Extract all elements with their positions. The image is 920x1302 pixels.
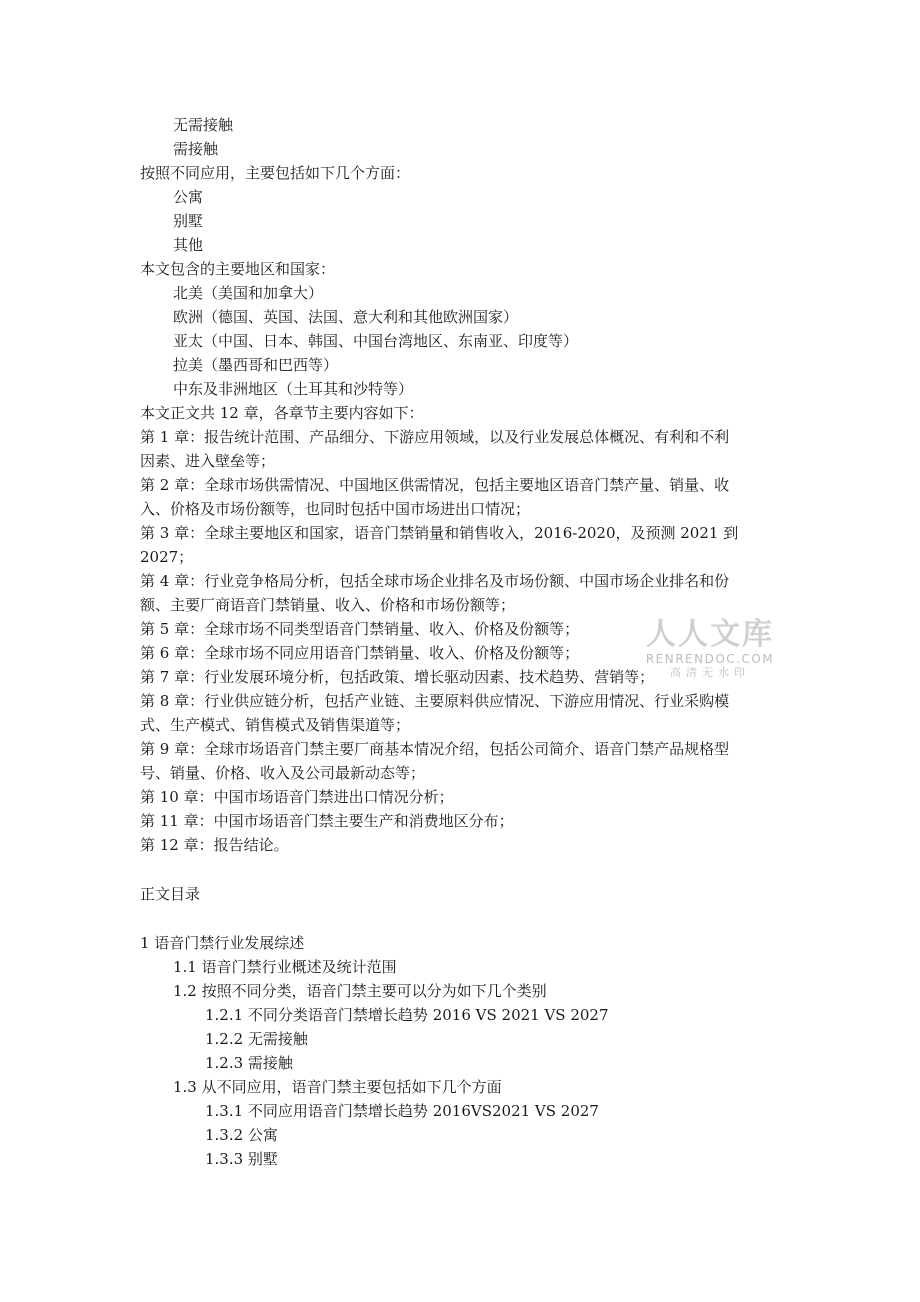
paragraph-line: 本文正文共 12 章，各章节主要内容如下： — [140, 404, 424, 422]
chapter-line: 第 12 章：报告结论。 — [140, 836, 289, 854]
list-item: 欧洲（德国、英国、法国、意大利和其他欧洲国家） — [173, 308, 519, 326]
chapter-line: 第 10 章：中国市场语音门禁进出口情况分析； — [140, 788, 454, 806]
chapter-line: 入、价格及市场份额等，也同时包括中国市场进出口情况； — [140, 500, 531, 518]
chapter-line: 第 4 章：行业竞争格局分析，包括全球市场企业排名及市场份额、中国市场企业排名和份 — [140, 572, 730, 590]
toc-entry-level3[interactable]: 1.3.1 不同应用语音门禁增长趋势 2016VS2021 VS 2027 — [205, 1102, 599, 1120]
chapter-line: 第 2 章：全球市场供需情况、中国地区供需情况，包括主要地区语音门禁产量、销量、收 — [140, 476, 730, 494]
chapter-line: 号、销量、价格、收入及公司最新动态等； — [140, 764, 426, 782]
list-item: 中东及非洲地区（土耳其和沙特等） — [173, 380, 414, 398]
list-item: 其他 — [173, 236, 204, 254]
watermark-url: RENRENDOC.COM — [645, 652, 775, 666]
toc-entry-level3[interactable]: 1.2.3 需接触 — [205, 1054, 293, 1072]
watermark-tagline: 高清无水印 — [670, 666, 750, 679]
paragraph-line: 按照不同应用，主要包括如下几个方面： — [140, 164, 411, 182]
chapter-line: 因素、进入壁垒等； — [140, 452, 276, 470]
toc-entry-level2[interactable]: 1.3 从不同应用，语音门禁主要包括如下几个方面 — [173, 1078, 502, 1096]
toc-entry-level3[interactable]: 1.2.2 无需接触 — [205, 1030, 308, 1048]
toc-entry-level2[interactable]: 1.2 按照不同分类，语音门禁主要可以分为如下几个类别 — [173, 982, 547, 1000]
chapter-line: 第 8 章：行业供应链分析，包括产业链、主要原料供应情况、下游应用情况、行业采购模 — [140, 692, 730, 710]
chapter-line: 2027； — [140, 548, 194, 566]
toc-heading: 正文目录 — [140, 885, 201, 903]
toc-entry-level3[interactable]: 1.2.1 不同分类语音门禁增长趋势 2016 VS 2021 VS 2027 — [205, 1006, 609, 1024]
list-item: 公寓 — [173, 188, 204, 206]
toc-entry-level3[interactable]: 1.3.3 别墅 — [205, 1150, 278, 1168]
toc-entry-level3[interactable]: 1.3.2 公寓 — [205, 1126, 278, 1144]
chapter-line: 第 7 章：行业发展环境分析，包括政策、增长驱动因素、技术趋势、营销等； — [140, 668, 655, 686]
list-item: 无需接触 — [173, 116, 234, 134]
watermark — [640, 618, 780, 680]
paragraph-line: 本文包含的主要地区和国家： — [140, 260, 336, 278]
chapter-line: 第 1 章：报告统计范围、产品细分、下游应用领域，以及行业发展总体概况、有利和不利 — [140, 428, 730, 446]
chapter-line: 第 6 章：全球市场不同应用语音门禁销量、收入、价格及份额等； — [140, 644, 580, 662]
list-item: 北美（美国和加拿大） — [173, 284, 324, 302]
list-item: 拉美（墨西哥和巴西等） — [173, 356, 339, 374]
watermark-title: 人人文库 — [646, 617, 774, 652]
toc-entry-level1[interactable]: 1 语音门禁行业发展综述 — [140, 934, 305, 952]
chapter-line: 式、生产模式、销售模式及销售渠道等； — [140, 716, 411, 734]
list-item: 需接触 — [173, 140, 219, 158]
chapter-line: 第 11 章：中国市场语音门禁主要生产和消费地区分布； — [140, 812, 514, 830]
chapter-line: 第 3 章：全球主要地区和国家，语音门禁销量和销售收入，2016-2020，及预测 2021 到 — [140, 524, 739, 542]
chapter-line: 第 5 章：全球市场不同类型语音门禁销量、收入、价格及份额等； — [140, 620, 580, 638]
chapter-line: 额、主要厂商语音门禁销量、收入、价格和市场份额等； — [140, 596, 516, 614]
list-item: 别墅 — [173, 212, 204, 230]
chapter-line: 第 9 章：全球市场语音门禁主要厂商基本情况介绍，包括公司简介、语音门禁产品规格型 — [140, 740, 730, 758]
toc-entry-level2[interactable]: 1.1 语音门禁行业概述及统计范围 — [173, 958, 397, 976]
list-item: 亚太（中国、日本、韩国、中国台湾地区、东南亚、印度等） — [173, 332, 579, 350]
